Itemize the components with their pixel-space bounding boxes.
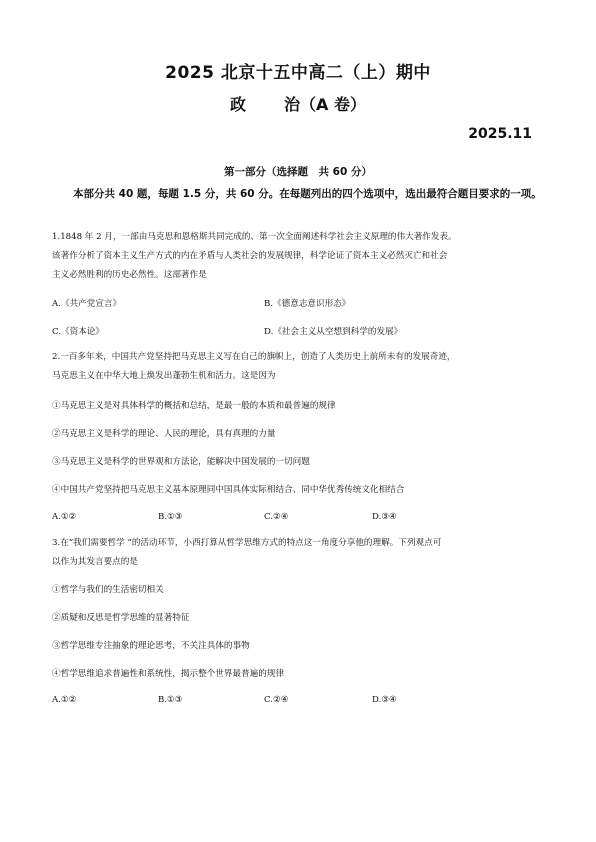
exam-date: 2025.11 <box>468 126 532 142</box>
stem-line: 主义必然胜利的历史必然性。这部著作是 <box>52 270 207 280</box>
question-2-statement-3: ③马克思主义是科学的世界观和方法论，能解决中国发展的一切问题 <box>52 457 310 467</box>
stem-line: 3.在“我们需要哲学 ”的活动环节，小西打算从哲学思维方式的特点这一角度分享他的理解。下列观点可 <box>52 538 442 548</box>
section-title: 第一部分（选择题 共 60 分） <box>224 166 372 178</box>
exam-title: 2025 北京十五中高二（上）期中 <box>165 63 431 83</box>
option-b: B.《德意志意识形态》 <box>264 299 351 309</box>
question-3-statement-3: ③哲学思维专注抽象的理论思考，不关注具体的事物 <box>52 641 250 651</box>
stem-line: 马克思主义在中华大地上焕发出蓬勃生机和活力。这是因为 <box>52 371 276 381</box>
option-c: C.②④ <box>264 512 289 522</box>
question-2-statement-1: ①马克思主义是对具体科学的概括和总结，是最一般的本质和最普遍的规律 <box>52 401 336 411</box>
question-3-options <box>52 695 552 709</box>
question-1-options-row-1 <box>52 297 552 311</box>
option-b: B.①③ <box>158 695 183 705</box>
option-d: D.③④ <box>372 695 397 705</box>
stem-line: 2.一百多年来，中国共产党坚持把马克思主义写在自己的旗帜上，创造了人类历史上前所未有的发展奇迹， <box>52 352 456 362</box>
option-a: A.《共产党宣言》 <box>52 299 122 309</box>
question-2-statement-2: ②马克思主义是科学的理论、人民的理论，具有真理的力量 <box>52 429 276 439</box>
question-3-statement-4: ④哲学思维追求普遍性和系统性，揭示整个世界最普遍的规律 <box>52 669 285 679</box>
question-3-statement-1: ①哲学与我们的生活密切相关 <box>52 585 164 595</box>
stem-line: 以作为其发言要点的是 <box>52 557 138 567</box>
subject-char-left: 政 <box>230 95 247 114</box>
option-d: D.③④ <box>372 512 397 522</box>
option-a: A.①② <box>52 695 77 705</box>
option-c: C.《资本论》 <box>52 327 104 337</box>
question-1-options-row-2 <box>52 325 552 339</box>
exam-subject <box>0 92 596 115</box>
subject-char-right: 治（A 卷） <box>284 95 366 114</box>
option-b: B.①③ <box>158 512 183 522</box>
option-c: C.②④ <box>264 695 289 705</box>
question-2-statement-4: ④中国共产党坚持把马克思主义基本原理同中国具体实际相结合、同中华优秀传统文化相结合 <box>52 485 405 495</box>
option-d: D.《社会主义从空想到科学的发展》 <box>264 327 403 337</box>
question-3-stem <box>52 534 552 572</box>
option-a: A.①② <box>52 512 77 522</box>
stem-line: 1.1848 年 2 月，一部由马克思和恩格斯共同完成的、第一次全面阐述科学社会主义原理的伟大著作发表。 <box>52 232 457 242</box>
section-intro: 本部分共 40 题，每题 1.5 分，共 60 分。在每题列出的四个选项中，选出最符合题目要求的一项。 <box>73 188 542 200</box>
question-2-stem <box>52 348 552 386</box>
question-3-statement-2: ②质疑和反思是哲学思维的显著特征 <box>52 613 190 623</box>
question-2-options <box>52 512 552 526</box>
stem-line: 该著作分析了资本主义生产方式的内在矛盾与人类社会的发展规律，科学论证了资本主义必然灭亡和社会 <box>52 251 448 261</box>
question-1-stem <box>52 228 552 285</box>
